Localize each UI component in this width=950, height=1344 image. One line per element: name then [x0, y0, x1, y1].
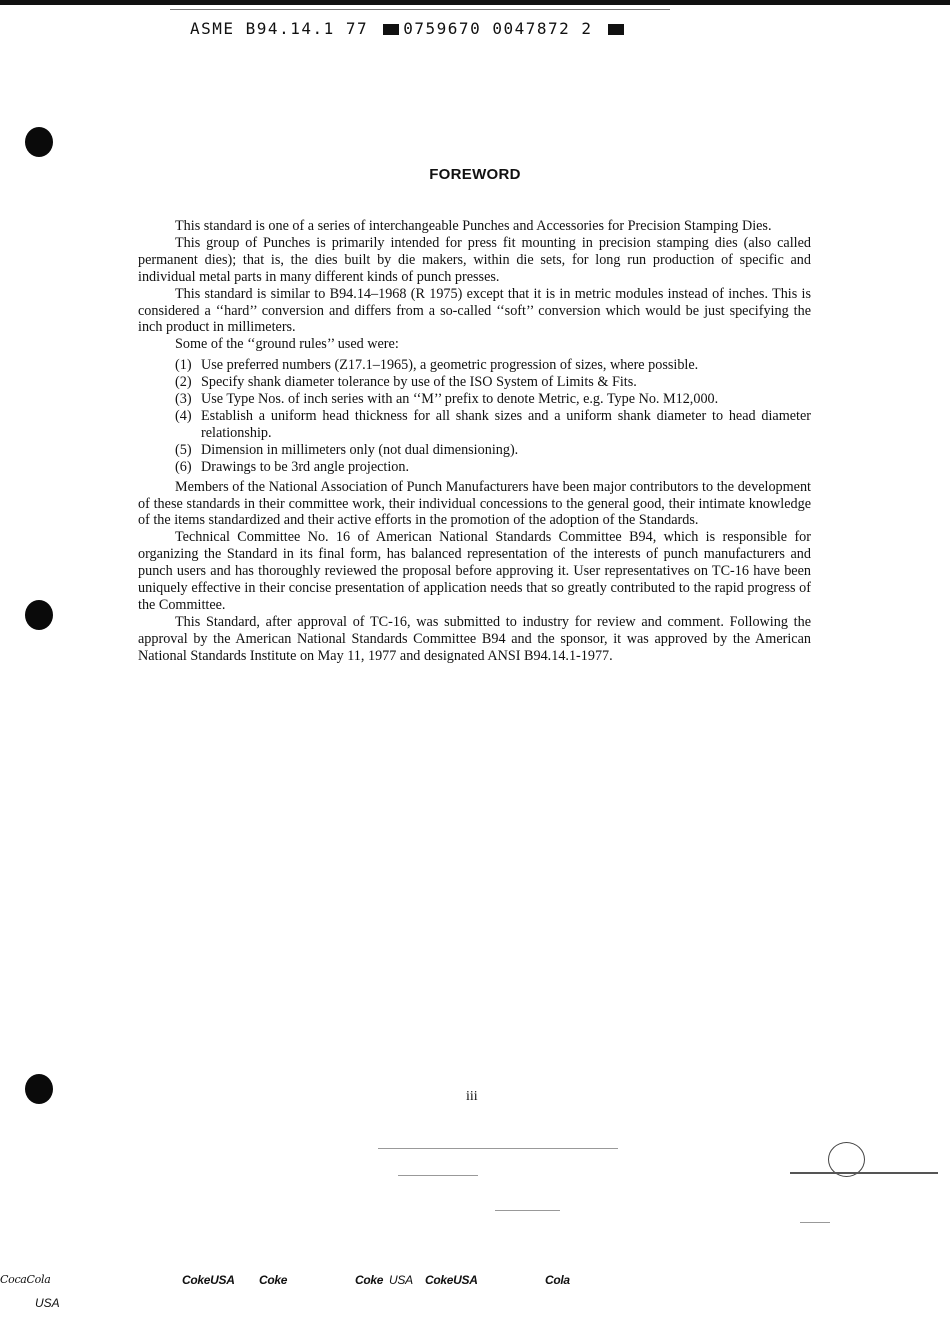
scan-smudge — [790, 1172, 938, 1174]
footer-usa: USA — [35, 1296, 60, 1310]
list-number: (6) — [175, 458, 192, 475]
footer-logo-usa: USA — [389, 1273, 413, 1287]
binder-hole — [25, 1074, 53, 1104]
header-block-mark — [608, 24, 624, 35]
document-header — [190, 19, 628, 38]
list-text: Drawings to be 3rd angle projection. — [201, 458, 410, 475]
list-item — [175, 357, 811, 374]
serial-b: 0047872 2 — [492, 19, 593, 38]
paragraph: This Standard, after approval of TC-16, was submitted to industry for review and comment. Following the approval by the American National Standards Committee B94 and the sponsor, it was approved by the American National Standards Institute on May 11, 1977 and designated ANSI B94.14.1-1977. — [138, 613, 811, 664]
header-block-mark — [383, 24, 399, 35]
list-number: (4) — [175, 407, 192, 424]
binder-hole — [25, 127, 53, 157]
list-text: Specify shank diameter tolerance by use of the ISO System of Limits & Fits. — [201, 374, 637, 391]
paragraph: Some of the ‘‘ground rules’’ used were: — [175, 336, 399, 353]
foreword-body — [138, 218, 811, 665]
list-item — [175, 442, 811, 459]
serial-a: 0759670 — [403, 19, 482, 38]
list-item — [175, 391, 811, 408]
paragraph: This group of Punches is primarily intended for press fit mounting in precision stamping dies (also called permanent dies); that is, the dies built by die makers, within die sets, for long run production of specific and individual metal parts in many different kinds of punch presses. — [138, 234, 811, 285]
footer-logo-cokeusa: CokeUSA — [425, 1273, 478, 1287]
top-scan-rule — [170, 9, 670, 10]
list-text: Dimension in millimeters only (not dual dimensioning). — [201, 441, 519, 458]
binder-hole — [25, 600, 53, 630]
list-number: (3) — [175, 391, 192, 408]
footer-logo-cocacola: CocaCola — [0, 1273, 51, 1286]
footer-logo-coke: Coke — [259, 1273, 288, 1287]
list-number: (1) — [175, 357, 192, 374]
list-item — [175, 374, 811, 391]
scan-smudge — [495, 1210, 560, 1211]
scan-smudge — [378, 1148, 618, 1149]
paragraph: Members of the National Association of Punch Manufacturers have been major contributors to the development of these standards in their committee work, their individual concessions to the general good, their intimate knowledge of the items standardized and their active efforts in the promotion of the adoption of the Standards. — [138, 478, 811, 529]
list-text: Use Type Nos. of inch series with an ‘‘M’’ prefix to denote Metric, e.g. Type No. M12,000. — [201, 391, 719, 408]
list-text: Establish a uniform head thickness for all shank sizes and a uniform shank diameter to head diameter relationship. — [201, 407, 811, 441]
list-item — [175, 459, 811, 476]
list-text: Use preferred numbers (Z17.1–1965), a geometric progression of sizes, where possible. — [201, 357, 699, 374]
ground-rules-list — [138, 357, 811, 475]
footer-logo-cola: Cola — [545, 1273, 570, 1287]
scan-smudge — [800, 1222, 830, 1223]
list-item — [175, 408, 811, 442]
page-number: iii — [466, 1089, 478, 1104]
page-title: FOREWORD — [429, 166, 521, 183]
scan-smudge — [398, 1175, 478, 1176]
paragraph: Technical Committee No. 16 of American National Standards Committee B94, which is responsible for organizing the Standard in its final form, has balanced representation of the interests of punch manufacturers and punch users and has thoroughly reviewed the proposal before approving it. User representatives on TC-16 have been uniquely effective in their concise presentation of application needs that so greatly contributed to the rapid progress of the Committee. — [138, 529, 811, 613]
footer-logo-cokeusa: CokeUSA — [182, 1273, 235, 1287]
doc-code: ASME B94.14.1 77 — [190, 19, 369, 38]
list-number: (5) — [175, 441, 192, 458]
footer-logo-coke: Coke — [355, 1273, 384, 1287]
paragraph: This standard is one of a series of interchangeable Punches and Accessories for Precision Stamping Dies. — [175, 218, 772, 234]
list-number: (2) — [175, 374, 192, 391]
paragraph: This standard is similar to B94.14–1968 (R 1975) except that it is in metric modules instead of inches. This is considered a ‘‘hard’’ conversion and differs from a so-called ‘‘soft’’ conversion which would be just specifying the inch product in millimeters. — [138, 285, 811, 336]
top-scan-border — [0, 0, 950, 5]
